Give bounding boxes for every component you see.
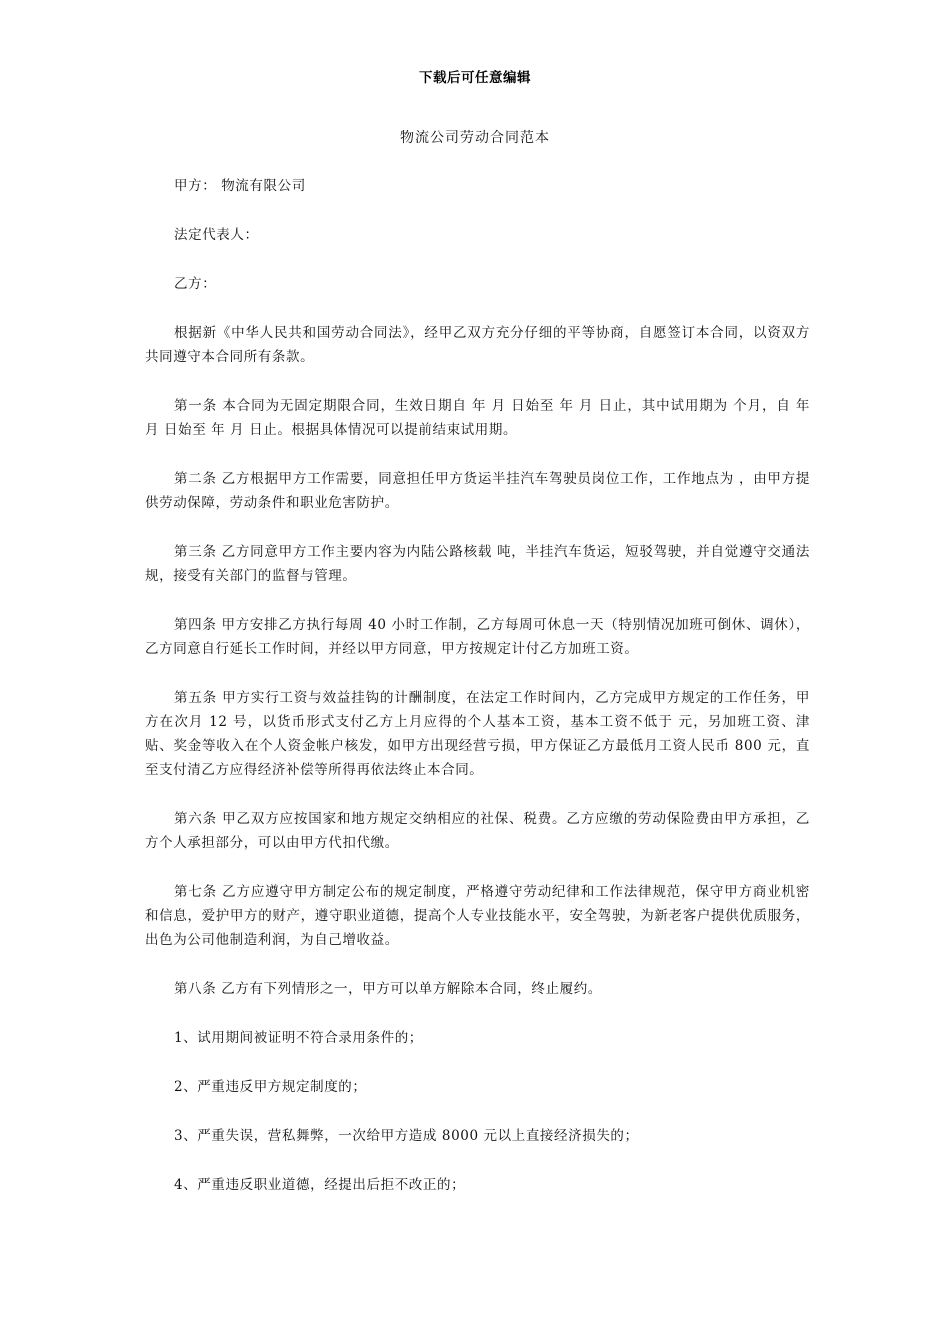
article-4: 第四条 甲方安排乙方执行每周 40 小时工作制，乙方每周可休息一天（特别情况加班可倒休、调休），乙方同意自行延长工作时间，并经以甲方同意，甲方按规定计付乙方加班工资。 bbox=[145, 617, 810, 657]
legal-representative-line: 法定代表人： bbox=[174, 227, 259, 243]
edit-notice: 下载后可任意编辑 bbox=[419, 70, 531, 86]
contract-body bbox=[145, 174, 810, 1222]
article-3: 第三条 乙方同意甲方工作主要内容为内陆公路核载 吨，半挂汽车货运，短驳驾驶，并自觉遵守交通法规，接受有关部门的监督与管理。 bbox=[145, 544, 810, 584]
article-8: 第八条 乙方有下列情形之一，甲方可以单方解除本合同，终止履约。 bbox=[174, 981, 602, 997]
preamble-paragraph: 根据新《中华人民共和国劳动合同法》，经甲乙双方充分仔细的平等协商，自愿签订本合同，以资双方共同遵守本合同所有条款。 bbox=[145, 325, 810, 365]
list-item: 1、试用期间被证明不符合录用条件的； bbox=[174, 1030, 423, 1046]
article-2: 第二条 乙方根据甲方工作需要，同意担任甲方货运半挂汽车驾驶员岗位工作，工作地点为 ，由甲方提供劳动保障，劳动条件和职业危害防护。 bbox=[145, 471, 810, 511]
article-1: 第一条 本合同为无固定期限合同，生效日期自 年 月 日始至 年 月 日止，其中试用期为 个月，自 年 月 日始至 年 月 日止。根据具体情况可以提前结束试用期。 bbox=[145, 398, 810, 438]
list-item: 2、严重违反甲方规定制度的； bbox=[174, 1079, 367, 1095]
article-6: 第六条 甲乙双方应按国家和地方规定交纳相应的社保、税费。乙方应缴的劳动保险费由甲方承担，乙方个人承担部分，可以由甲方代扣代缴。 bbox=[145, 811, 810, 851]
list-item: 4、严重违反职业道德，经提出后拒不改正的； bbox=[174, 1177, 466, 1193]
article-7: 第七条 乙方应遵守甲方制定公布的规定制度，严格遵守劳动纪律和工作法律规范，保守甲方商业机密和信息，爱护甲方的财产，遵守职业道德，提高个人专业技能水平，安全驾驶，为新老客户提供优质服务，出色为公司他制造利润，为自己增收益。 bbox=[145, 884, 810, 948]
party-b-line: 乙方： bbox=[174, 276, 217, 292]
party-a-line: 甲方： 物流有限公司 bbox=[174, 178, 306, 194]
list-item: 3、严重失误，营私舞弊，一次给甲方造成 8000 元以上直接经济损失的； bbox=[174, 1128, 639, 1144]
article-5: 第五条 甲方实行工资与效益挂钩的计酬制度，在法定工作时间内，乙方完成甲方规定的工作任务，甲方在次月 12 号，以货币形式支付乙方上月应得的个人基本工资，基本工资不低于 元，另加班工资、津贴、奖金等收入在个人资金帐户核发，如甲方出现经营亏损，甲方保证乙方最低月工资人民币 800 元，直至支付清乙方应得经济补偿等所得再依法终止本合同。 bbox=[145, 690, 810, 778]
document-title: 物流公司劳动合同范本 bbox=[400, 130, 550, 146]
